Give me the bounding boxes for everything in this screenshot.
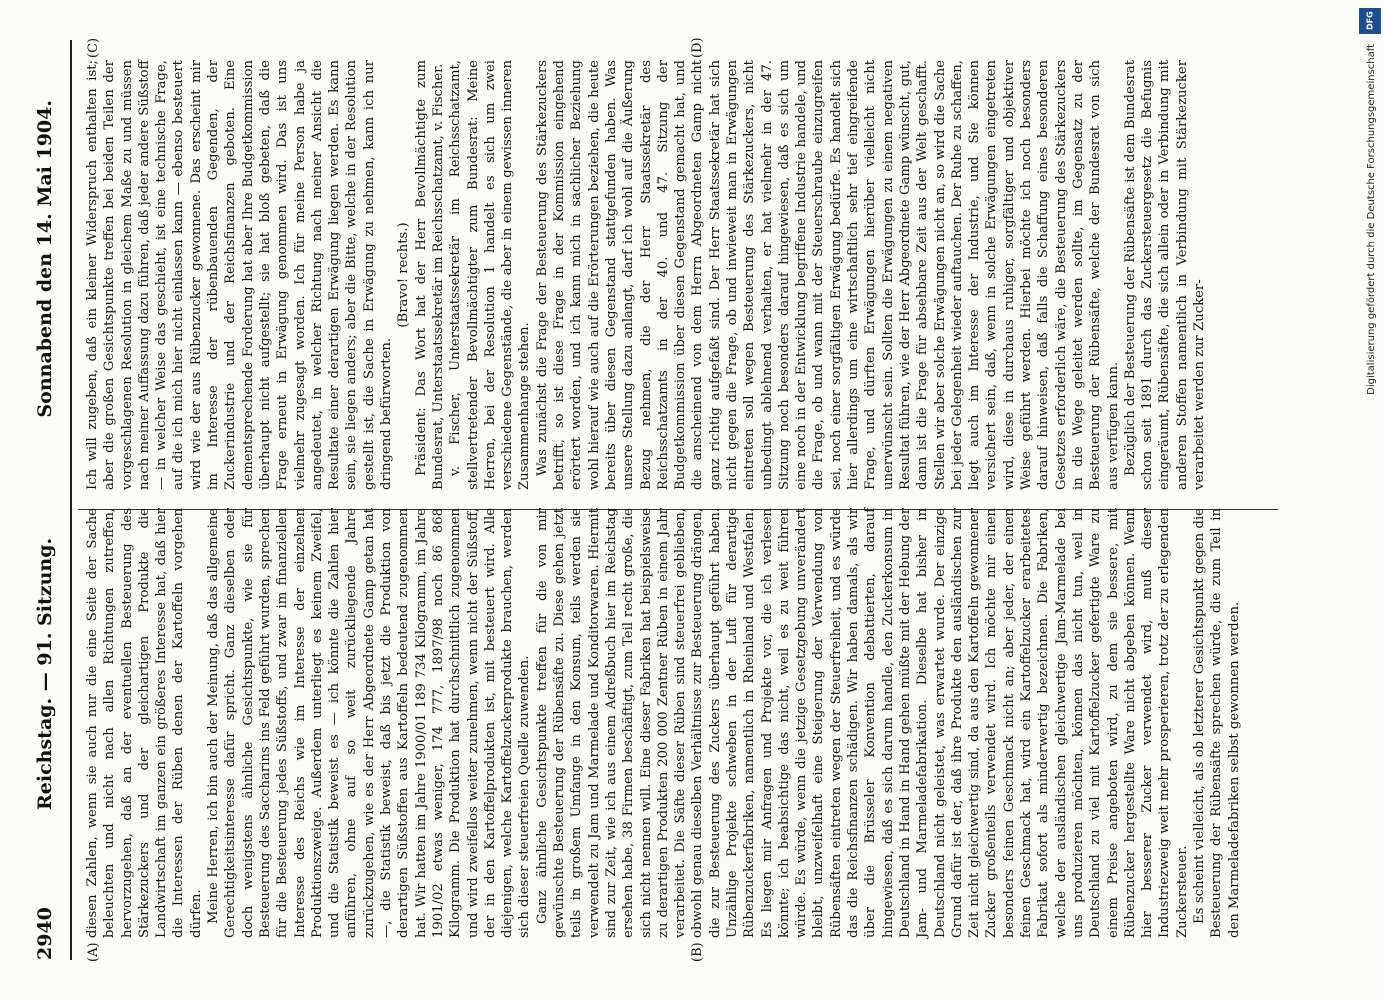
dfg-watermark-text: Digitalisierung gefördert durch die Deutsche Forschungsgemeinschaft — [1366, 44, 1377, 395]
paragraph: Es scheint vielleicht, als ob letzterer Gesichtspunkt gegen die Besteuerung der Rübensäfte sprechen würde, die zum Teil in den Marmeladefabriken selbst gewonnen werden. — [1192, 508, 1242, 938]
marker-b: (B) — [690, 942, 705, 962]
column-left — [84, 508, 1243, 938]
speaker-paragraph: v. Fischer, Unterstaatssekretär im Reichsschatzamt, stellvertretender Bevollmächtigter zum Bundesrat: Meine Herren, bei der Resolution 1 handelt es sich um zwei verschiedene Gegenstände, die aber in einem gewissen inneren Zusammenhange stehen. — [448, 60, 533, 490]
paragraph: Was zunächst die Frage der Besteuerung des Stärkezuckers betrifft, so ist diese Frage in der Kommission eingehend erörtert worden, und ich kann mich in sachlicher Beziehung wohl hierauf wie auch auf die Erörterungen beziehen, die heute bereits über diesen Gegenstand stattgefunden haben. Was unsere Stellung dazu anlangt, darf ich wohl auf die Äußerung Bezug nehmen, die der Herr Staatssekretär des Reichsschatzamts in der 40. und 47. Sitzung der Budgetkommission über diesen Gegenstand gemacht hat, und die anscheinend von dem Herrn Abgeordneten Gamp nicht ganz richtig aufgefaßt sind. Der Herr Staatssekretär hat sich nicht gegen die Frage, ob und inwieweit man in Erwägungen eintreten soll wegen Besteuerung des Stärkezuckers, nicht unbedingt ablehnend verhalten, er hat vielmehr in der 47. Sitzung noch besonders darauf hingewiesen, daß es sich um eine noch in der Entwicklung begriffene Industrie handele, und die Frage, ob und wann mit der Steuerschraube einzugreifen sei, noch einer sorgfältigen Erwägung bedürfe. Es handelt sich hier allerdings um eine wirtschaftlich sehr tief eingreifende Frage, und dürften Erwägungen hierüber vielleicht nicht unerwünscht sein. Sollten die Erwägungen zu einem negativen Resultat führen, wie der Herr Abgeordnete Gamp wünscht, gut, dann ist die Frage für absehbare Zeit aus der Welt geschafft. Stellen wir aber solche Erwägungen nicht an, so wird die Sache bei jeder Gelegenheit wieder auftauchen. Der Ruhe zu schaffen, liegt auch im Interesse der Industrie, und Sie können versichert sein, daß, wenn in solche Erwägungen eingetreten wird, diese in durchaus ruhiger, sorgfältiger und objektiver Weise geführt werden. Hierbei möchte ich noch besonders darauf hinweisen, daß falls die Schaffung eines besonderen Gesetzes erforderlich wäre, die Besteuerung des Stärkezuckers in die Wege geleitet werden sollte, im Gegensatz zu der Besteuerung der Rübensäfte, welche der Bundesrat von sich aus verfügen kann. — [534, 60, 1121, 490]
paragraph: Meine Herren, ich bin auch der Meinung, daß das allgemeine Gerechtigkeitsinteresse dafür spricht. Ganz dieselben oder doch wenigstens ähnliche Gesichtspunkte, wie sie für Besteuerung des Saccharins ins Feld geführt wurden, sprechen für die Besteuerung jedes Süßstoffs, und zwar im finanziellen Interesse des Reichs wie im Interesse der einzelnen Produktionszweige. Außerdem unterliegt es keinem Zweifel, und die Statistik beweist es — ich könnte die Zahlen hier anführen, ohne auf so weit zurückliegende Jahre zurückzugehen, wie es der Herr Abgeordnete Gamp getan hat —, die Statistik beweist, daß bis jetzt die Produktion von derartigen Süßstoffen aus Kartoffeln bedeutend zugenommen hat. Wir hatten im Jahre 1900/01 189 734 Kilogramm, im Jahre 1901/02 etwas weniger, 174 777, 1897/98 noch 86 868 Kilogramm. Die Produktion hat durchschnittlich zugenommen und wird zweifellos weiter zunehmen, wenn nicht der Süßstoff, der in den Kartoffelprodukten ist, mit besteuert wird. Alle diejenigen, welche Kartoffelzuckerprodukte brauchen, werden sich dieser steuerfreien Quelle zuwenden. — [206, 508, 533, 938]
paragraph: Ganz ähnliche Gesichtspunkte treffen für die von mir gewünschte Besteuerung der Rübensäfte zu. Diese gehen jetzt teils in großem Umfange in den Konsum, teils werden sie verwendelt zu Jam und Marmelade und Konditorwaren. Hiermit sind zur Zeit, wie ich aus einem Adreßbuch hier im Reichstag ersehen habe, 38 Firmen beschäftigt, zum Teil recht große, die sich nicht nennen will. Eine dieser Fabriken hat beispielsweise zu derartigen Produkten 200 000 Zentner Rüben in einem Jahr verarbeitet. Die Säfte dieser Rüben sind steuerfrei geblieben, obwohl genau dieselben Verhältnisse zur Besteuerung drängen, die zur Besteuerung des Zuckers überhaupt geführt haben. Unzählige Projekte schweben in der Luft für derartige Rübenzuckerfabriken, namentlich in Rheinland und Westfalen. Es liegen mir Anfragen und Projekte vor, die ich verlesen könnte; ich beabsichtige das nicht, weil es zu weit führen würde. Es würde, wenn die jetzige Gesetzgebung unverändert bleibt, unzweifelhaft eine Steigerung der Verwendung von Rübensäften eintreten wegen der Steuerfreiheit, und es würde das die Reichsfinanzen schädigen. Wir haben damals, als wir über die Brüsseler Konvention debattierten, darauf hingewiesen, daß es sich darum handle, den Zuckerkonsum in Deutschland in Hand in Hand gehen müßte mit der Hebung der Jam- und Marmeladefabrikation. Dieselbe hat bisher in Deutschland nicht geleistet, was erwartet wurde. Der einzige Grund dafür ist der, daß ihre Produkte den ausländischen zur Zeit nicht gleichwertig sind, da aus den Kartoffeln gewonnener Zucker großenteils verwendet wird. Ich möchte mir einen besonders feinen Geschmack nicht an; aber jeder, der einen feinen Geschmack hat, wird ein Kartoffelzucker erarbeitetes Fabrikat sofort als minderwertig bezeichnen. Die Fabriken, welche der ausländischen gleichwertige Jam-Marmelade bei uns produzieren möchten, können das nicht tun, weil in Deutschland zu viel mit Kartoffelzucker gefertigte Ware zu einem Preise angeboten wird, zu dem sie bessere, mit Rübenzucker hergestellte Ware nicht abgeben können. Wenn hier besserer Zucker verwendet wird, muß dieser Industriezweig weit mehr prosperieren, trotz der zu erlegenden Zuckersteuer. — [534, 508, 1190, 938]
applause-note: (Bravo! rechts.) — [396, 222, 412, 328]
session-title: Reichstag. — 91. Sitzung. — [34, 537, 56, 810]
page-header — [28, 40, 68, 960]
dfg-sidebar — [1359, 8, 1381, 395]
paragraph: diesen Zahlen, wenn sie auch nur die eine Seite der Sache beleuchten und nicht nach allen Richtungen zutreffen, hervorzugehen, daß an der eventuellen Besteuerung des Stärkezuckers und der gleichartigen Produkte die Landwirtschaft im ganzen ein größeres Interesse hat, daß hier die Interessen der Rüben denen der Kartoffeln vorgehen dürfen. — [85, 508, 204, 938]
page-number: 2940 — [34, 907, 56, 960]
header-rule — [70, 40, 72, 960]
marker-d: (D) — [690, 37, 705, 58]
marker-c: (C) — [86, 37, 101, 58]
session-date: Sonnabend den 14. Mai 1904. — [34, 100, 56, 418]
paragraph: Bezüglich der Besteuerung der Rübensäfte ist dem Bundesrat schon seit 1891 durch das Zuckersteuergesetz die Befugnis eingeräumt, Rübensäfte, die sich allein oder in Verbindung mit anderen Stoffen namentlich in Verbindung mit Stärkezucker verarbeitet werden zur Zucker- — [1122, 60, 1207, 490]
dfg-logo: DFG — [1359, 8, 1381, 34]
marker-a: (A) — [86, 942, 101, 962]
paragraph: Ich will zugeben, daß ein kleiner Widerspruch enthalten ist; aber die großen Gesichtspunkte treffen bei beiden Teilen der vorgeschlagenen Resolution in gleichem Maße zu und müssen nach meiner Auffassung dazu führen, daß jeder andere Süßstoff — in welcher Weise das geschieht, ist eine technische Frage, auf die ich mich hier nicht einlassen kann — ebenso besteuert wird wie der aus Rübenzucker gewonnene. Das erscheint mir im Interesse der rübenbauenden Gegenden, der Zuckerindustrie und der Reichsfinanzen geboten. Eine dementsprechende Forderung hat aber Ihre Budgetkommission überhaupt nicht aufgestellt; sie hat bloß gebeten, daß die Frage erneut in Erwägung genommen wird. Das ist uns vielmehr zugesagt worden. Ich für meine Person habe ja angedeutet, in welcher Richtung nach meiner Ansicht die Resultate einer derartigen Erwägung liegen werden. Es kann sein, sie liegen anders; aber die Bitte, welche in der Resolution gestellt ist, die Sache in Erwägung zu nehmen, kann ich nur dringend befürworten. — [85, 60, 395, 490]
column-right — [84, 60, 1208, 490]
speaker-paragraph: Präsident: Das Wort hat der Herr Bevollmächtigte zum Bundesrat, Unterstaatssekretär im Reichsschatzamt, v. Fischer. — [413, 60, 446, 490]
